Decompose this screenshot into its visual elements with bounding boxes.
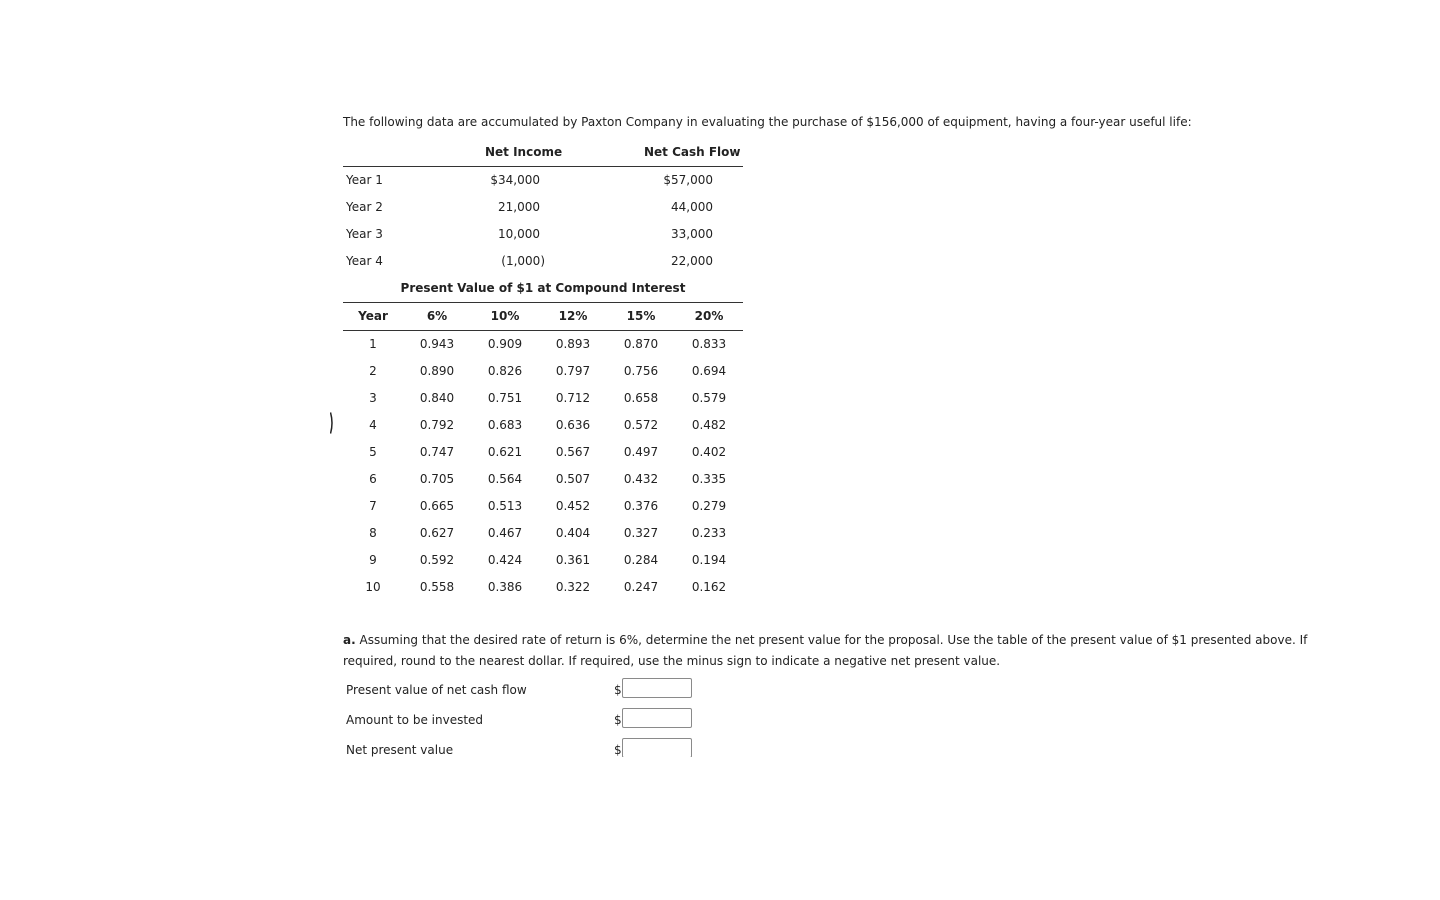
pv-factor-cell: 0.572 xyxy=(623,418,659,432)
pv-factor-cell: 0.376 xyxy=(623,499,659,513)
pv-header-rate: 10% xyxy=(490,309,520,323)
row-label: Year 2 xyxy=(346,200,383,214)
pv-header-rate: 12% xyxy=(558,309,588,323)
amount-invested-label: Amount to be invested xyxy=(346,713,484,727)
question-body: Assuming that the desired rate of return is 6%, determine the net present value for the proposal. Use the table of the present value of $1 presented above. If required, round to the nearest dollar. If required, use the minus sign to indicate a negative net present value. xyxy=(343,633,1308,668)
pv-header-rate: 6% xyxy=(426,309,448,323)
currency-symbol: $ xyxy=(614,713,622,727)
pv-year-cell: 7 xyxy=(369,499,377,513)
pv-factor-cell: 0.747 xyxy=(419,445,455,459)
net-present-value-input[interactable] xyxy=(622,738,692,758)
row-label: Year 3 xyxy=(346,227,383,241)
pv-year-cell: 5 xyxy=(369,445,377,459)
pv-factor-cell: 0.826 xyxy=(487,364,523,378)
header-rule xyxy=(343,166,743,167)
pv-year-cell: 10 xyxy=(365,580,381,594)
net-income-cell: 21,000 xyxy=(498,200,540,214)
pv-factor-cell: 0.162 xyxy=(691,580,727,594)
net-cash-flow-cell: 22,000 xyxy=(671,254,713,268)
pv-factor-cell: 0.507 xyxy=(555,472,591,486)
pv-factor-cell: 0.756 xyxy=(623,364,659,378)
pv-factor-cell: 0.792 xyxy=(419,418,455,432)
pv-header-year: Year xyxy=(358,309,388,323)
pv-table-title: Present Value of $1 at Compound Interest xyxy=(400,281,686,295)
pv-factor-cell: 0.579 xyxy=(691,391,727,405)
pv-factor-cell: 0.335 xyxy=(691,472,727,486)
pv-factor-cell: 0.870 xyxy=(623,337,659,351)
net-present-value-label: Net present value xyxy=(346,743,454,757)
pv-factor-cell: 0.327 xyxy=(623,526,659,540)
intro-text: The following data are accumulated by Paxton Company in evaluating the purchase of $156,000 of equipment, having a four-year useful life: xyxy=(343,115,1192,129)
question-text xyxy=(343,630,1333,672)
pv-factor-cell: 0.432 xyxy=(623,472,659,486)
pv-factor-cell: 0.592 xyxy=(419,553,455,567)
pv-year-cell: 3 xyxy=(369,391,377,405)
pv-factor-cell: 0.386 xyxy=(487,580,523,594)
pv-factor-cell: 0.558 xyxy=(419,580,455,594)
net-cash-flow-cell: 33,000 xyxy=(671,227,713,241)
pv-factor-cell: 0.402 xyxy=(691,445,727,459)
pv-factor-cell: 0.567 xyxy=(555,445,591,459)
pv-factor-cell: 0.840 xyxy=(419,391,455,405)
pv-factor-cell: 0.909 xyxy=(487,337,523,351)
row-label: Year 4 xyxy=(346,254,383,268)
net-income-cell: (1,000) xyxy=(501,254,545,268)
pv-factor-cell: 0.194 xyxy=(691,553,727,567)
currency-symbol: $ xyxy=(614,743,622,757)
pv-year-cell: 8 xyxy=(369,526,377,540)
pv-factor-cell: 0.279 xyxy=(691,499,727,513)
pv-year-cell: 4 xyxy=(369,418,377,432)
pv-year-cell: 6 xyxy=(369,472,377,486)
pv-factor-cell: 0.467 xyxy=(487,526,523,540)
pv-factor-cell: 0.683 xyxy=(487,418,523,432)
net-cash-flow-cell: 44,000 xyxy=(671,200,713,214)
net-cash-flow-header: Net Cash Flow xyxy=(644,145,741,159)
pv-factor-cell: 0.482 xyxy=(691,418,727,432)
pv-factor-cell: 0.893 xyxy=(555,337,591,351)
pv-factor-cell: 0.943 xyxy=(419,337,455,351)
net-income-header: Net Income xyxy=(485,145,563,159)
net-cash-flow-cell: $57,000 xyxy=(663,173,713,187)
pv-factor-cell: 0.751 xyxy=(487,391,523,405)
pv-header-rate: 20% xyxy=(694,309,724,323)
pv-factor-cell: 0.424 xyxy=(487,553,523,567)
present-value-input[interactable] xyxy=(622,678,692,698)
pv-factor-cell: 0.658 xyxy=(623,391,659,405)
pv-factor-cell: 0.621 xyxy=(487,445,523,459)
pv-factor-cell: 0.361 xyxy=(555,553,591,567)
pv-year-cell: 9 xyxy=(369,553,377,567)
pv-factor-cell: 0.627 xyxy=(419,526,455,540)
pv-factor-cell: 0.705 xyxy=(419,472,455,486)
pv-factor-cell: 0.694 xyxy=(691,364,727,378)
pv-factor-cell: 0.513 xyxy=(487,499,523,513)
pv-factor-cell: 0.797 xyxy=(555,364,591,378)
pv-factor-cell: 0.284 xyxy=(623,553,659,567)
present-value-label: Present value of net cash flow xyxy=(346,683,527,697)
pv-year-cell: 1 xyxy=(369,337,377,351)
currency-symbol: $ xyxy=(614,683,622,697)
pv-factor-cell: 0.322 xyxy=(555,580,591,594)
net-income-cell: $34,000 xyxy=(490,173,540,187)
pv-table-top-rule xyxy=(343,302,743,303)
pv-factor-cell: 0.712 xyxy=(555,391,591,405)
pv-table-header-rule xyxy=(343,330,743,331)
pv-factor-cell: 0.247 xyxy=(623,580,659,594)
pv-factor-cell: 0.404 xyxy=(555,526,591,540)
pv-year-cell: 2 xyxy=(369,364,377,378)
page-cutoff xyxy=(600,757,720,777)
pv-factor-cell: 0.665 xyxy=(419,499,455,513)
pv-factor-cell: 0.452 xyxy=(555,499,591,513)
pv-factor-cell: 0.636 xyxy=(555,418,591,432)
question-label: a. xyxy=(343,633,356,647)
row-label: Year 1 xyxy=(346,173,383,187)
bracket-mark xyxy=(330,412,334,434)
pv-factor-cell: 0.833 xyxy=(691,337,727,351)
pv-factor-cell: 0.497 xyxy=(623,445,659,459)
pv-factor-cell: 0.564 xyxy=(487,472,523,486)
amount-invested-input[interactable] xyxy=(622,708,692,728)
net-income-cell: 10,000 xyxy=(498,227,540,241)
pv-factor-cell: 0.233 xyxy=(691,526,727,540)
pv-factor-cell: 0.890 xyxy=(419,364,455,378)
pv-header-rate: 15% xyxy=(626,309,656,323)
